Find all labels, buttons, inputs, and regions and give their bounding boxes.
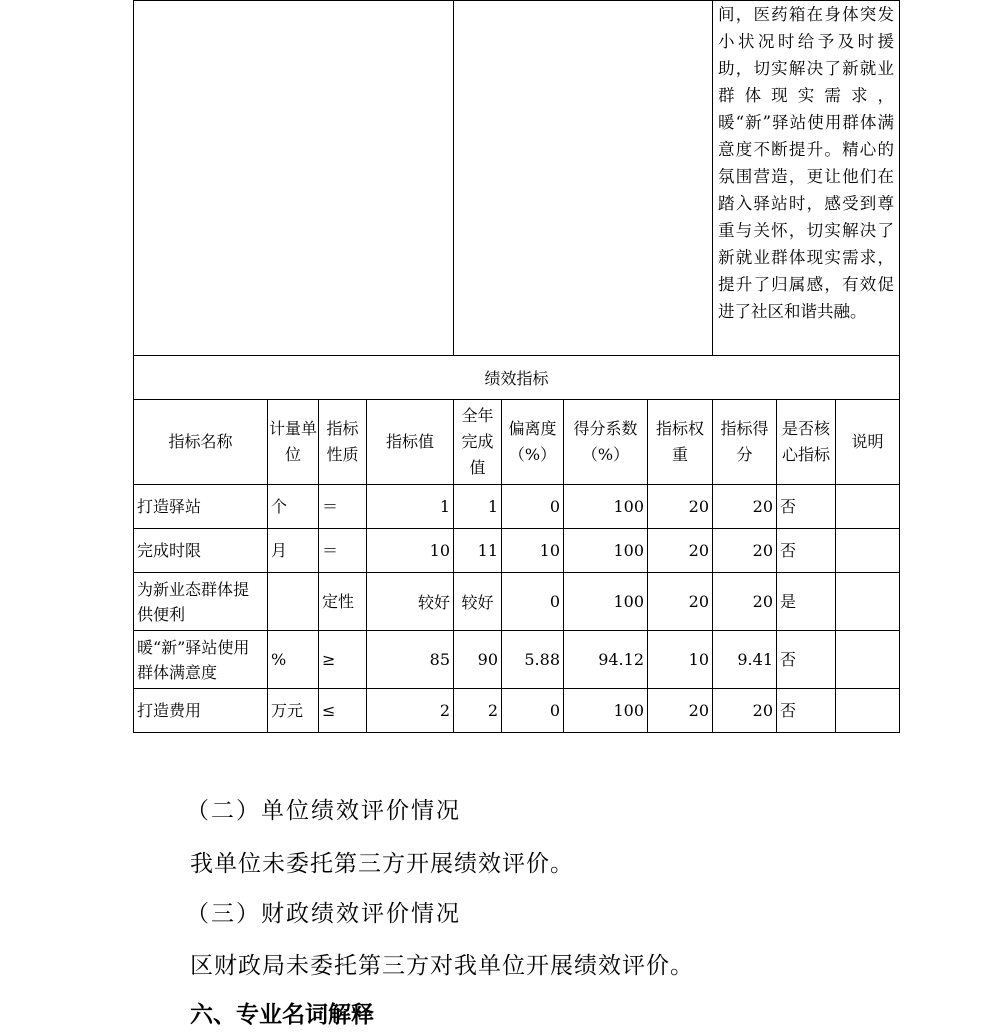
score: 20 [713, 529, 777, 573]
header-row [134, 400, 900, 485]
unit: 月 [268, 529, 319, 573]
note [836, 631, 900, 689]
deviation: 0 [502, 485, 564, 529]
deviation: 0 [502, 689, 564, 733]
continued-text-cell [713, 1, 900, 356]
indicator-name: 打造费用 [134, 689, 268, 733]
weight: 20 [648, 485, 713, 529]
header-cell: 指标性质 [319, 400, 367, 485]
unit: % [268, 631, 319, 689]
note [836, 573, 900, 631]
header-cell: 计量单位 [268, 400, 319, 485]
nature: ≥ [319, 631, 367, 689]
header-cell: 说明 [836, 400, 900, 485]
header-cell: 得分系数（%） [564, 400, 648, 485]
unit-eval-text: 我单位未委托第三方开展绩效评价。 [190, 851, 574, 877]
header-cell: 指标得分 [713, 400, 777, 485]
note [836, 529, 900, 573]
finance-eval-text: 区财政局未委托第三方对我单位开展绩效评价。 [190, 953, 694, 979]
table-row [134, 573, 900, 631]
header-cell: 指标值 [367, 400, 454, 485]
header-cell: 指标名称 [134, 400, 268, 485]
weight: 20 [648, 529, 713, 573]
table-row [134, 485, 900, 529]
finance-eval-heading: （三）财政绩效评价情况 [186, 901, 461, 927]
nature: ＝ [319, 529, 367, 573]
actual-value: 90 [454, 631, 502, 689]
actual-value: 较好 [454, 573, 502, 631]
header-cell: 偏离度（%） [502, 400, 564, 485]
score-coefficient: 100 [564, 485, 648, 529]
table-row [134, 689, 900, 733]
unit [268, 573, 319, 631]
header-cell: 全年完成值 [454, 400, 502, 485]
continued-text: 间，医药箱在身体突发小状况时给予及时援助，切实解决了新就业群体现实需求，暖“新”驿站使用群体满意度不断提升。精心的氛围营造，更让他们在踏入驿站时，感受到尊重与关怀，切实解决了新就业群体现实需求，提升了归属感，有效促进了社区和谐共融。 [718, 5, 895, 321]
unit-eval-heading: （二）单位绩效评价情况 [186, 798, 461, 824]
weight: 20 [648, 689, 713, 733]
note [836, 689, 900, 733]
actual-value: 2 [454, 689, 502, 733]
core-indicator: 否 [777, 689, 836, 733]
target-value: 85 [367, 631, 454, 689]
weight: 10 [648, 631, 713, 689]
nature: 定性 [319, 573, 367, 631]
table-row [134, 631, 900, 689]
indicator-name: 暖“新”驿站使用群体满意度 [134, 631, 268, 689]
note [836, 485, 900, 529]
core-indicator: 否 [777, 631, 836, 689]
target-value: 2 [367, 689, 454, 733]
section-title: 绩效指标 [134, 356, 900, 400]
score-coefficient: 100 [564, 529, 648, 573]
actual-value: 11 [454, 529, 502, 573]
score-coefficient: 94.12 [564, 631, 648, 689]
deviation: 5.88 [502, 631, 564, 689]
weight: 20 [648, 573, 713, 631]
core-indicator: 是 [777, 573, 836, 631]
score: 20 [713, 689, 777, 733]
glossary-heading: 六、专业名词解释 [190, 1001, 374, 1028]
empty-cell-middle [454, 1, 713, 356]
indicator-name: 打造驿站 [134, 485, 268, 529]
target-value: 较好 [367, 573, 454, 631]
unit: 个 [268, 485, 319, 529]
unit: 万元 [268, 689, 319, 733]
score: 20 [713, 573, 777, 631]
continued-row [134, 1, 900, 356]
table-row [134, 529, 900, 573]
indicator-name: 为新业态群体提供便利 [134, 573, 268, 631]
target-value: 10 [367, 529, 454, 573]
header-cell: 指标权重 [648, 400, 713, 485]
score: 9.41 [713, 631, 777, 689]
nature: ＝ [319, 485, 367, 529]
target-value: 1 [367, 485, 454, 529]
deviation: 0 [502, 573, 564, 631]
performance-table [133, 0, 900, 733]
header-cell: 是否核心指标 [777, 400, 836, 485]
actual-value: 1 [454, 485, 502, 529]
nature: ≤ [319, 689, 367, 733]
deviation: 10 [502, 529, 564, 573]
score-coefficient: 100 [564, 689, 648, 733]
empty-cell-left [134, 1, 454, 356]
score-coefficient: 100 [564, 573, 648, 631]
core-indicator: 否 [777, 529, 836, 573]
score: 20 [713, 485, 777, 529]
core-indicator: 否 [777, 485, 836, 529]
indicator-name: 完成时限 [134, 529, 268, 573]
